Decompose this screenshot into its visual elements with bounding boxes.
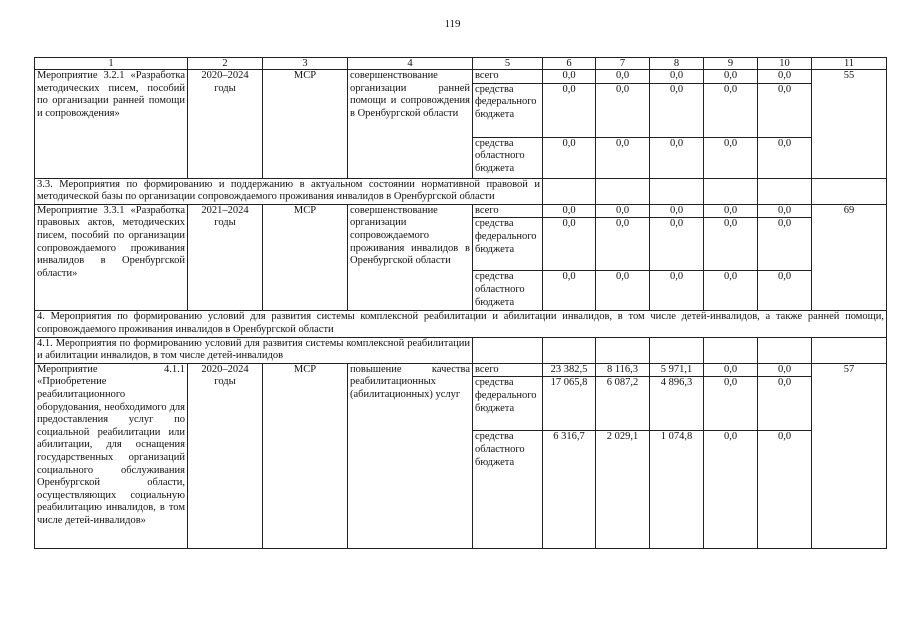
value-cell: 0,0 [758,377,812,431]
header-cell: 3 [263,58,348,70]
value-cell: 0,0 [543,218,596,271]
measure-executor: МСР [263,204,348,311]
measure-result: повышение качества реабилитационных (абилитационных) услуг [348,363,473,549]
source-label: средства областного бюджета [473,271,543,311]
measure-period: 2021–2024 годы [188,204,263,311]
value-cell: 0,0 [704,218,758,271]
value-cell: 0,0 [758,431,812,549]
table-row [35,70,887,84]
value-cell: 0,0 [543,204,596,218]
value-cell: 4 896,3 [650,377,704,431]
value-cell: 0,0 [704,83,758,137]
value-cell: 0,0 [596,218,650,271]
header-cell: 7 [596,58,650,70]
value-cell: 0,0 [650,218,704,271]
value-cell: 0,0 [650,137,704,178]
value-cell: 0,0 [543,83,596,137]
value-cell: 0,0 [596,204,650,218]
value-cell: 2 029,1 [596,431,650,549]
value-cell: 0,0 [704,70,758,84]
value-cell: 0,0 [704,137,758,178]
table-row [35,363,887,377]
value-cell: 0,0 [758,137,812,178]
source-label: всего [473,363,543,377]
value-cell: 0,0 [758,204,812,218]
value-cell: 0,0 [543,137,596,178]
section-heading: 4. Мероприятия по формированию условий для развития системы комплексной реабилитации и абилитации инвалидов, в том числе детей-инвалидов, а также ранней помощи, сопровождаемого проживания инвалидов в Оренбургской области [35,311,887,337]
value-cell: 0,0 [758,70,812,84]
value-cell: 5 971,1 [650,363,704,377]
value-cell: 0,0 [704,271,758,311]
value-cell: 0,0 [596,83,650,137]
value-cell: 0,0 [543,271,596,311]
page-number: 119 [444,18,461,30]
value-cell: 0,0 [758,271,812,311]
source-label: средства федерального бюджета [473,83,543,137]
source-label: средства областного бюджета [473,137,543,178]
indicator-ref: 69 [812,204,887,311]
value-cell: 6 087,2 [596,377,650,431]
section-heading: 4.1. Мероприятия по формированию условий для развития системы комплексной реабилитации и абилитации инвалидов, в том числе детей-инвалидов [35,337,473,363]
value-cell: 6 316,7 [543,431,596,549]
header-cell: 10 [758,58,812,70]
measure-period: 2020–2024 годы [188,363,263,549]
header-cell: 5 [473,58,543,70]
measure-name: Мероприятие 3.3.1 «Разработка правовых актов, методических писем, пособий по организации сопровождаемого проживания инвалидов в Оренбургской области» [35,204,188,311]
header-row [35,58,887,70]
indicator-ref: 55 [812,70,887,179]
value-cell: 0,0 [758,83,812,137]
value-cell: 0,0 [704,431,758,549]
value-cell: 0,0 [758,363,812,377]
value-cell: 0,0 [596,70,650,84]
measure-name: Мероприятие 3.2.1 «Разработка методических писем, пособий по организации ранней помощи и сопровождения» [35,70,188,179]
value-cell: 0,0 [650,204,704,218]
section-heading: 3.3. Мероприятия по формированию и поддержанию в актуальном состоянии нормативной правовой и методической базы по организации сопровождаемого проживания инвалидов в Оренбургской области [35,178,543,204]
measure-executor: МСР [263,70,348,179]
source-label: средства федерального бюджета [473,377,543,431]
value-cell: 0,0 [704,377,758,431]
value-cell: 0,0 [650,271,704,311]
value-cell: 1 074,8 [650,431,704,549]
value-cell: 0,0 [650,70,704,84]
source-label: средства областного бюджета [473,431,543,549]
measure-result: совершенствование организации ранней помощи и сопровождения в Оренбургской области [348,70,473,179]
program-table [34,57,887,549]
value-cell: 0,0 [596,271,650,311]
header-cell: 11 [812,58,887,70]
value-cell: 17 065,8 [543,377,596,431]
value-cell: 0,0 [704,204,758,218]
value-cell: 0,0 [758,218,812,271]
header-cell: 1 [35,58,188,70]
value-cell: 8 116,3 [596,363,650,377]
section-row [35,337,887,363]
measure-name: Мероприятие 4.1.1 «Приобретение реабилитационного оборудования, необходимого для предоставления услуг по социальной реабилитации или абилитации, для оснащения государственных организаций социального обслуживания Оренбургской области, осуществляющих социальную реабилитацию инвалидов, в том числе детей-инвалидов» [35,363,188,549]
section-row [35,311,887,337]
indicator-ref: 57 [812,363,887,549]
value-cell: 0,0 [543,70,596,84]
source-label: всего [473,70,543,84]
value-cell: 0,0 [704,363,758,377]
value-cell: 0,0 [596,137,650,178]
source-label: всего [473,204,543,218]
header-cell: 2 [188,58,263,70]
source-label: средства федерального бюджета [473,218,543,271]
measure-result: совершенствование организации сопровождаемого проживания инвалидов в Оренбургской области [348,204,473,311]
section-row [35,178,887,204]
header-cell: 9 [704,58,758,70]
value-cell: 0,0 [650,83,704,137]
header-cell: 4 [348,58,473,70]
header-cell: 6 [543,58,596,70]
measure-executor: МСР [263,363,348,549]
header-cell: 8 [650,58,704,70]
measure-period: 2020–2024 годы [188,70,263,179]
table-row [35,204,887,218]
value-cell: 23 382,5 [543,363,596,377]
